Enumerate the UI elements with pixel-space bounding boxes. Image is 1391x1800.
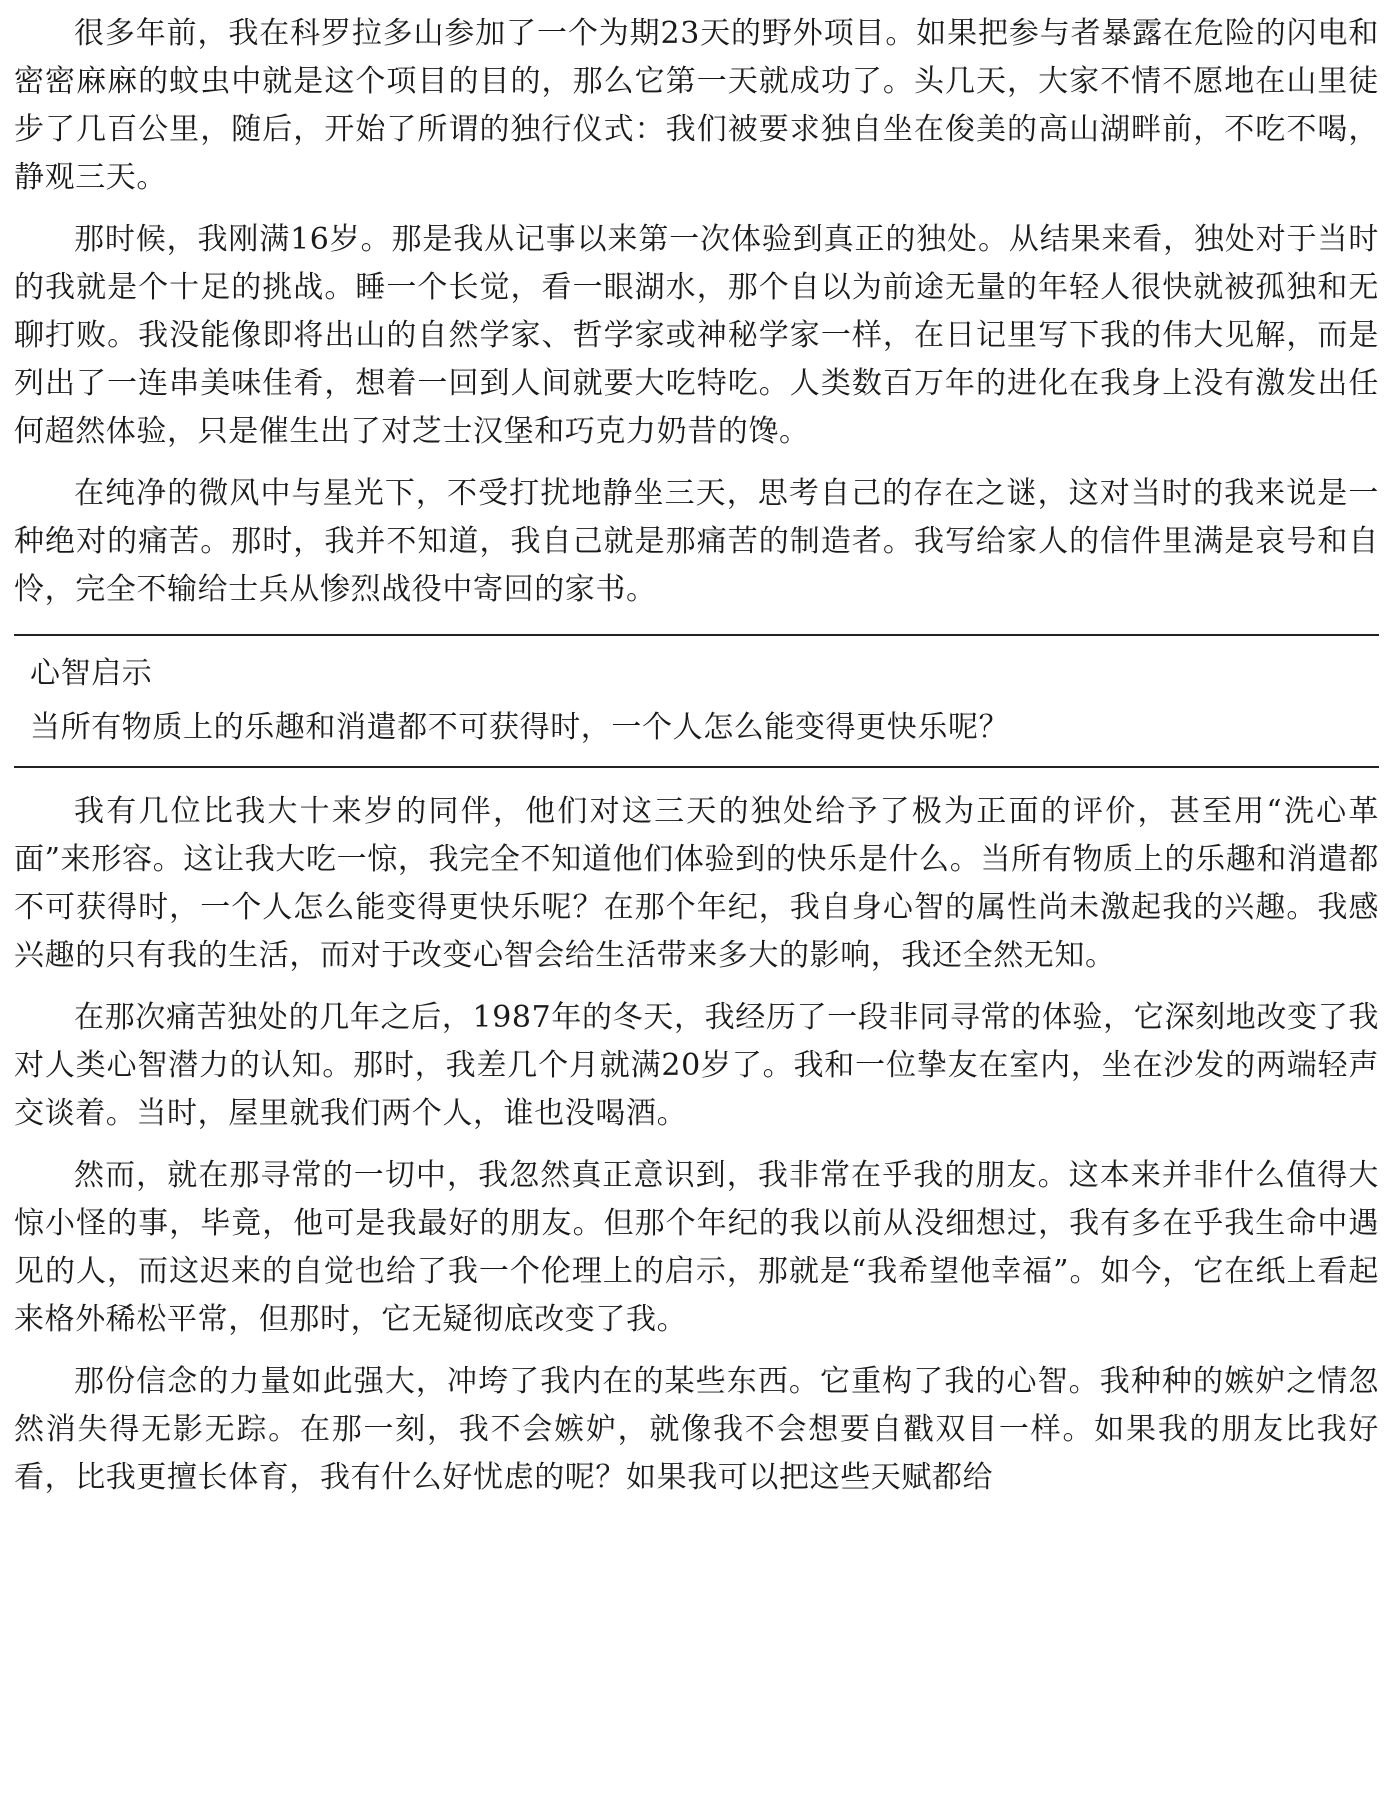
paragraph-3: 在纯净的微风中与星光下，不受打扰地静坐三天，思考自己的存在之谜，这对当时的我来说是一种绝对的痛苦。那时，我并不知道，我自己就是那痛苦的制造者。我写给家人的信件里满是哀号和自怜，完全不输给士兵从惨烈战役中寄回的家书。	[14, 476, 1379, 607]
paragraph-7: 那份信念的力量如此强大，冲垮了我内在的某些东西。它重构了我的心智。我种种的嫉妒之情忽然消失得无影无踪。在那一刻，我不会嫉妒，就像我不会想要自戳双目一样。如果我的朋友比我好看，比我更擅长体育，我有什么好忧虑的呢？如果我可以把这些天赋都给	[14, 1364, 1379, 1495]
paragraph-6: 然而，就在那寻常的一切中，我忽然真正意识到，我非常在乎我的朋友。这本来并非什么值得大惊小怪的事，毕竟，他可是我最好的朋友。但那个年纪的我以前从没细想过，我有多在乎我生命中遇见的人，而这迟来的自觉也给了我一个伦理上的启示，那就是“我希望他幸福”。如今，它在纸上看起来格外稀松平常，但那时，它无疑彻底改变了我。	[14, 1158, 1379, 1337]
paragraph-1: 很多年前，我在科罗拉多山参加了一个为期23天的野外项目。如果把参与者暴露在危险的闪电和密密麻麻的蚊虫中就是这个项目的目的，那么它第一天就成功了。头几天，大家不情不愿地在山里徒步了几百公里，随后，开始了所谓的独行仪式：我们被要求独自坐在俊美的高山湖畔前，不吃不喝，静观三天。	[14, 16, 1379, 195]
paragraph-4: 我有几位比我大十来岁的同伴，他们对这三天的独处给予了极为正面的评价，甚至用“洗心革面”来形容。这让我大吃一惊，我完全不知道他们体验到的快乐是什么。当所有物质上的乐趣和消遣都不可获得时，一个人怎么能变得更快乐呢？在那个年纪，我自身心智的属性尚未激起我的兴趣。我感兴趣的只有我的生活，而对于改变心智会给生活带来多大的影响，我还全然无知。	[14, 794, 1379, 973]
insight-callout-box	[14, 634, 1379, 768]
callout-text: 当所有物质上的乐趣和消遣都不可获得时，一个人怎么能变得更快乐呢？	[30, 710, 1010, 745]
paragraph-5: 在那次痛苦独处的几年之后，1987年的冬天，我经历了一段非同寻常的体验，它深刻地改变了我对人类心智潜力的认知。那时，我差几个月就满20岁了。我和一位挚友在室内，坐在沙发的两端轻声交谈着。当时，屋里就我们两个人，谁也没喝酒。	[14, 1000, 1379, 1131]
callout-title: 心智启示	[30, 656, 153, 691]
paragraph-2: 那时候，我刚满16岁。那是我从记事以来第一次体验到真正的独处。从结果来看，独处对于当时的我就是个十足的挑战。睡一个长觉，看一眼湖水，那个自以为前途无量的年轻人很快就被孤独和无聊打败。我没能像即将出山的自然学家、哲学家或神秘学家一样，在日记里写下我的伟大见解，而是列出了一连串美味佳肴，想着一回到人间就要大吃特吃。人类数百万年的进化在我身上没有激发出任何超然体验，只是催生出了对芝士汉堡和巧克力奶昔的馋。	[14, 222, 1379, 449]
